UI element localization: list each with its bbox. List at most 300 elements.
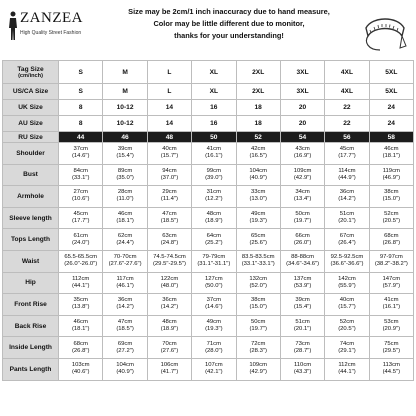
cm-value: 37cm <box>206 297 222 304</box>
inch-value: (16.1") <box>205 153 223 160</box>
cm-value: 65cm <box>250 232 266 239</box>
measurement-cell <box>325 207 369 229</box>
cm-value: 36cm <box>162 297 177 304</box>
row-label-text: UK Size <box>18 104 43 111</box>
inch-value: (18.9") <box>205 218 223 225</box>
inch-value: (25.6") <box>249 239 267 246</box>
row-label: Front Rise <box>3 294 59 316</box>
inch-value: (19.7") <box>293 218 312 225</box>
measurement-cell <box>325 186 369 208</box>
cm-value: 94cm <box>162 167 177 174</box>
measurement-cell <box>147 164 191 186</box>
inch-value: (24.0") <box>71 239 90 246</box>
measurement-cell <box>369 164 413 186</box>
size-cell: 4XL <box>325 84 369 100</box>
cm-value: 142cm <box>338 275 356 282</box>
inch-value: (28.3") <box>249 347 267 354</box>
size-cell: 58 <box>369 132 413 143</box>
measurement-cell <box>192 143 236 165</box>
inch-value: (46.9") <box>382 174 401 181</box>
measurement-cell <box>236 250 280 272</box>
inch-value: (48.0") <box>160 282 179 289</box>
measurement-cell <box>103 337 147 359</box>
size-cell: 14 <box>147 100 191 116</box>
inch-value: (18.1") <box>382 153 401 160</box>
cm-value: 39cm <box>295 297 310 304</box>
inch-value: (44.1") <box>71 282 90 289</box>
cm-value: 122cm <box>160 275 179 282</box>
inch-value: (16.1") <box>382 304 401 311</box>
inch-value: (11.0") <box>116 196 134 203</box>
measurement-cell <box>236 294 280 316</box>
cm-value: 34cm <box>295 189 310 196</box>
size-cell: 52 <box>236 132 280 143</box>
cm-value: 35cm <box>73 297 88 304</box>
measurement-cell <box>192 337 236 359</box>
inch-value: (43.3") <box>293 369 312 376</box>
size-cell: 2XL <box>236 61 280 84</box>
cm-value: 88-88cm <box>291 254 315 261</box>
measurement-cell <box>325 229 369 251</box>
measurement-cell <box>192 250 236 272</box>
measurement-cell <box>103 315 147 337</box>
measurement-cell <box>59 337 103 359</box>
size-row <box>3 132 414 143</box>
measurement-cell <box>103 143 147 165</box>
inch-value: (26.0"-26.0") <box>64 261 98 268</box>
inch-value: (29.1") <box>338 347 356 354</box>
size-cell: 5XL <box>369 61 413 84</box>
size-cell: 3XL <box>280 61 324 84</box>
inch-value: (10.6") <box>71 196 90 203</box>
cm-value: 45cm <box>339 146 355 153</box>
measurement-cell <box>325 315 369 337</box>
size-row <box>3 100 414 116</box>
measurement-cell <box>192 229 236 251</box>
inch-value: (40.9") <box>116 369 134 376</box>
inch-value: (24.8") <box>160 239 179 246</box>
cm-value: 70-70cm <box>113 254 137 261</box>
inch-value: (40.6") <box>71 369 90 376</box>
measurement-cell <box>147 186 191 208</box>
cm-value: 64cm <box>206 232 222 239</box>
inch-value: (37.0") <box>160 174 179 181</box>
measurement-cell <box>103 186 147 208</box>
cm-value: 132cm <box>249 275 268 282</box>
inch-value: (44.9") <box>338 174 356 181</box>
inch-value: (15.7") <box>160 153 179 160</box>
measurement-cell <box>280 186 324 208</box>
measurement-cell <box>236 186 280 208</box>
inch-value: (38.2"-38.2") <box>374 261 408 268</box>
cm-value: 33cm <box>250 189 266 196</box>
size-table-body <box>3 61 414 381</box>
cm-value: 53cm <box>384 319 399 326</box>
measurement-row <box>3 164 414 186</box>
cm-value: 68cm <box>384 232 399 239</box>
cm-value: 52cm <box>384 211 399 218</box>
cm-value: 72cm <box>250 340 266 347</box>
inch-value: (27.6"-27.6") <box>108 261 142 268</box>
size-cell: 3XL <box>280 84 324 100</box>
inch-value: (42.9") <box>293 174 312 181</box>
cm-value: 106cm <box>160 362 179 369</box>
measurement-cell <box>59 164 103 186</box>
measurement-cell <box>369 272 413 294</box>
brand-name: ZANZEA <box>20 10 83 26</box>
cm-value: 109cm <box>249 362 268 369</box>
measurement-cell <box>192 315 236 337</box>
cm-value: 46cm <box>117 211 133 218</box>
inch-value: (12.2") <box>205 196 223 203</box>
cm-value: 113cm <box>382 362 400 369</box>
measurement-cell <box>147 272 191 294</box>
size-cell: 22 <box>325 100 369 116</box>
cm-value: 107cm <box>204 362 223 369</box>
inch-value: (28.0") <box>205 347 223 354</box>
cm-value: 83.5-83.5cm <box>241 254 275 261</box>
measurement-cell <box>147 229 191 251</box>
cm-value: 103cm <box>71 362 90 369</box>
cm-value: 70cm <box>162 340 177 347</box>
tape-measure-icon <box>358 6 412 60</box>
cm-value: 48cm <box>206 211 222 218</box>
inch-value: (27.6") <box>160 347 179 354</box>
size-cell: 2XL <box>236 84 280 100</box>
row-label-text: AU Size <box>18 120 43 127</box>
row-label: Shoulder <box>3 143 59 165</box>
cm-value: 69cm <box>117 340 133 347</box>
measurement-cell <box>369 337 413 359</box>
row-label: Waist <box>3 250 59 272</box>
cm-value: 84cm <box>73 167 88 174</box>
measurement-cell <box>280 358 324 380</box>
measurement-cell <box>280 229 324 251</box>
inch-value: (44.5") <box>382 369 401 376</box>
size-cell: 4XL <box>325 61 369 84</box>
size-cell: 18 <box>236 116 280 132</box>
measurement-cell <box>103 294 147 316</box>
inch-value: (27.2") <box>116 347 134 354</box>
row-label-text: RU Size <box>18 133 43 141</box>
inch-value: (15.0") <box>382 196 401 203</box>
size-table <box>2 60 414 381</box>
measurement-cell <box>192 207 236 229</box>
cm-value: 39cm <box>117 146 133 153</box>
cm-value: 112cm <box>72 275 90 282</box>
row-label: Back Rise <box>3 315 59 337</box>
measurement-cell <box>369 143 413 165</box>
inch-value: (18.5") <box>116 326 134 333</box>
measurement-cell <box>59 143 103 165</box>
measurement-row <box>3 207 414 229</box>
cm-value: 38cm <box>384 189 399 196</box>
model-figure-icon <box>6 10 20 42</box>
notice-line-2: Color may be little different due to monitor, <box>153 19 305 28</box>
measurement-cell <box>147 315 191 337</box>
cm-value: 43cm <box>295 146 310 153</box>
measurement-cell <box>103 250 147 272</box>
size-row <box>3 116 414 132</box>
cm-value: 67cm <box>339 232 355 239</box>
inch-value: (17.7") <box>338 153 356 160</box>
measurement-row <box>3 315 414 337</box>
header <box>0 0 416 66</box>
size-cell: 24 <box>369 116 413 132</box>
inch-value: (26.8") <box>71 347 90 354</box>
cm-value: 66cm <box>295 232 310 239</box>
measurement-cell <box>236 315 280 337</box>
inch-value: (14.6") <box>71 153 90 160</box>
cm-value: 38cm <box>250 297 266 304</box>
cm-value: 127cm <box>204 275 223 282</box>
cm-value: 37cm <box>73 146 88 153</box>
cm-value: 41cm <box>384 297 399 304</box>
inch-value: (52.0") <box>249 282 267 289</box>
measurement-cell <box>236 229 280 251</box>
measurement-cell <box>103 358 147 380</box>
measurement-row <box>3 337 414 359</box>
size-notice <box>104 6 354 42</box>
cm-value: 112cm <box>338 362 356 369</box>
inch-value: (26.4") <box>338 239 356 246</box>
inch-value: (53.9") <box>293 282 312 289</box>
cm-value: 117cm <box>116 275 134 282</box>
size-row <box>3 61 414 84</box>
measurement-cell <box>236 207 280 229</box>
measurement-cell <box>325 337 369 359</box>
size-cell: M <box>103 61 147 84</box>
size-cell: 10-12 <box>103 100 147 116</box>
inch-value: (36.6"-36.6") <box>330 261 364 268</box>
measurement-cell <box>369 229 413 251</box>
measurement-cell <box>325 143 369 165</box>
inch-value: (35.0") <box>116 174 134 181</box>
inch-value: (34.6"-34.6") <box>286 261 320 268</box>
cm-value: 45cm <box>73 211 88 218</box>
measurement-cell <box>236 143 280 165</box>
size-cell: 14 <box>147 116 191 132</box>
cm-value: 27cm <box>73 189 88 196</box>
notice-line-3: thanks for your understanding! <box>174 31 284 40</box>
row-label <box>3 84 59 100</box>
measurement-row <box>3 143 414 165</box>
brand-logo <box>4 8 104 52</box>
inch-value: (18.5") <box>160 218 179 225</box>
inch-value: (25.2") <box>205 239 223 246</box>
size-cell: S <box>59 84 103 100</box>
size-cell: 50 <box>192 132 236 143</box>
measurement-cell <box>59 272 103 294</box>
cm-value: 41cm <box>206 146 222 153</box>
measurement-row <box>3 250 414 272</box>
inch-value: (20.9") <box>382 326 401 333</box>
measurement-row <box>3 358 414 380</box>
inch-value: (15.7") <box>338 304 356 311</box>
inch-value: (41.7") <box>160 369 179 376</box>
measurement-cell <box>236 358 280 380</box>
row-label-text: US/CA Size <box>12 88 49 95</box>
row-label-unit: (cm/inch) <box>18 72 43 79</box>
row-label: Inside Length <box>3 337 59 359</box>
size-cell: S <box>59 61 103 84</box>
measurement-cell <box>59 315 103 337</box>
measurement-cell <box>147 250 191 272</box>
size-cell: XL <box>192 84 236 100</box>
measurement-cell <box>236 337 280 359</box>
row-label <box>3 100 59 116</box>
size-cell: 5XL <box>369 84 413 100</box>
measurement-cell <box>325 294 369 316</box>
inch-value: (14.2") <box>338 196 356 203</box>
cm-value: 46cm <box>73 319 88 326</box>
measurement-cell <box>59 207 103 229</box>
cm-value: 49cm <box>250 211 266 218</box>
cm-value: 114cm <box>338 167 356 174</box>
measurement-cell <box>59 186 103 208</box>
inch-value: (20.5") <box>338 326 356 333</box>
measurement-cell <box>369 186 413 208</box>
cm-value: 75cm <box>384 340 399 347</box>
size-cell: 56 <box>325 132 369 143</box>
inch-value: (13.0") <box>249 196 267 203</box>
measurement-cell <box>236 164 280 186</box>
brand-tagline: High Quality Street Fashion <box>20 30 82 36</box>
cm-value: 40cm <box>162 146 177 153</box>
inch-value: (26.0") <box>293 239 312 246</box>
size-cell: M <box>103 84 147 100</box>
cm-value: 97-97cm <box>379 254 403 261</box>
measurement-cell <box>147 143 191 165</box>
inch-value: (14.2") <box>116 304 134 311</box>
measurement-cell <box>280 164 324 186</box>
size-cell: 54 <box>280 132 324 143</box>
size-cell: 8 <box>59 100 103 116</box>
measurement-cell <box>59 250 103 272</box>
inch-value: (42.1") <box>205 369 223 376</box>
size-cell: 8 <box>59 116 103 132</box>
cm-value: 110cm <box>293 362 312 369</box>
measurement-cell <box>369 315 413 337</box>
inch-value: (20.1") <box>293 326 312 333</box>
size-cell: 20 <box>280 116 324 132</box>
row-label: Bust <box>3 164 59 186</box>
inch-value: (29.5"-29.5") <box>152 261 186 268</box>
cm-value: 31cm <box>206 189 222 196</box>
measurement-cell <box>59 229 103 251</box>
measurement-row <box>3 294 414 316</box>
measurement-cell <box>192 164 236 186</box>
row-label <box>3 116 59 132</box>
row-label-text: Tag Size <box>17 65 44 73</box>
measurement-cell <box>369 250 413 272</box>
inch-value: (14.2") <box>160 304 179 311</box>
size-cell: 48 <box>147 132 191 143</box>
cm-value: 65.5-65.5cm <box>64 254 98 261</box>
cm-value: 109cm <box>293 167 312 174</box>
cm-value: 71cm <box>206 340 222 347</box>
row-label: Tops Length <box>3 229 59 251</box>
inch-value: (40.9") <box>249 174 267 181</box>
inch-value: (13.8") <box>71 304 90 311</box>
inch-value: (19.3") <box>205 326 223 333</box>
cm-value: 119cm <box>382 167 400 174</box>
row-label: Pants Length <box>3 358 59 380</box>
cm-value: 29cm <box>162 189 177 196</box>
cm-value: 28cm <box>117 189 133 196</box>
measurement-cell <box>369 207 413 229</box>
measurement-cell <box>147 294 191 316</box>
size-row <box>3 84 414 100</box>
inch-value: (18.9") <box>160 326 179 333</box>
size-cell: 16 <box>192 100 236 116</box>
cm-value: 61cm <box>73 232 88 239</box>
measurement-cell <box>369 358 413 380</box>
inch-value: (17.7") <box>71 218 90 225</box>
size-cell: XL <box>192 61 236 84</box>
cm-value: 36cm <box>117 297 133 304</box>
cm-value: 51cm <box>339 211 355 218</box>
inch-value: (15.0") <box>249 304 267 311</box>
measurement-row <box>3 272 414 294</box>
cm-value: 62cm <box>117 232 133 239</box>
inch-value: (29.5") <box>382 347 401 354</box>
row-label: Armhole <box>3 186 59 208</box>
cm-value: 99cm <box>206 167 222 174</box>
inch-value: (42.9") <box>249 369 267 376</box>
measurement-cell <box>192 358 236 380</box>
measurement-cell <box>192 186 236 208</box>
row-label: Sleeve length <box>3 207 59 229</box>
inch-value: (55.9") <box>338 282 356 289</box>
size-cell: 10-12 <box>103 116 147 132</box>
cm-value: 92.5-92.5cm <box>330 254 364 261</box>
measurement-cell <box>103 164 147 186</box>
cm-value: 48cm <box>162 319 177 326</box>
cm-value: 42cm <box>250 146 266 153</box>
measurement-cell <box>369 294 413 316</box>
cm-value: 147cm <box>382 275 401 282</box>
cm-value: 63cm <box>162 232 177 239</box>
cm-value: 74.5-74.5cm <box>153 254 186 261</box>
inch-value: (46.1") <box>116 282 134 289</box>
measurement-cell <box>280 272 324 294</box>
inch-value: (28.7") <box>293 347 312 354</box>
measurement-cell <box>325 272 369 294</box>
measurement-cell <box>59 358 103 380</box>
measurement-cell <box>147 358 191 380</box>
inch-value: (16.5") <box>249 153 267 160</box>
size-cell: 20 <box>280 100 324 116</box>
measurement-cell <box>280 207 324 229</box>
inch-value: (20.5") <box>382 218 401 225</box>
cm-value: 50cm <box>295 211 310 218</box>
row-label <box>3 61 59 84</box>
cm-value: 51cm <box>295 319 310 326</box>
inch-value: (50.0") <box>205 282 223 289</box>
size-cell: 18 <box>236 100 280 116</box>
measurement-row <box>3 186 414 208</box>
inch-value: (19.7") <box>249 326 267 333</box>
measurement-cell <box>103 272 147 294</box>
measurement-cell <box>236 272 280 294</box>
inch-value: (31.1"-31.1") <box>197 261 231 268</box>
inch-value: (16.9") <box>293 153 312 160</box>
cm-value: 104cm <box>116 362 134 369</box>
measurement-cell <box>280 337 324 359</box>
cm-value: 46cm <box>384 146 399 153</box>
inch-value: (57.9") <box>382 282 401 289</box>
